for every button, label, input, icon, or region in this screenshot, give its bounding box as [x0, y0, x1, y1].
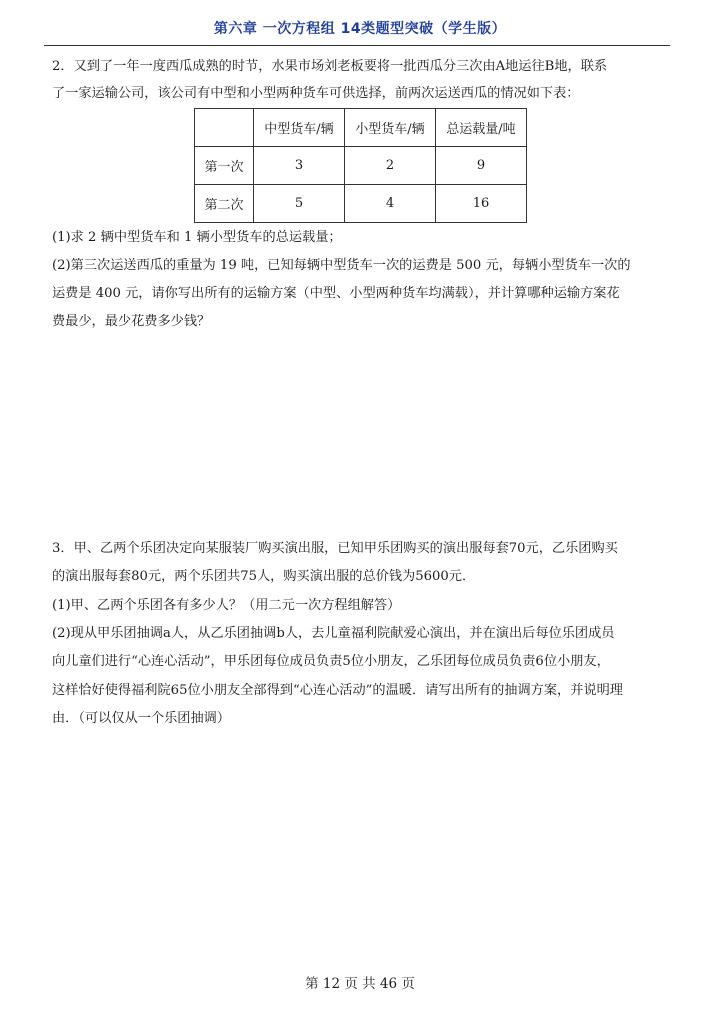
q3-text-line: 3．甲、乙两个乐团决定向某服装厂购买演出服，已知甲乐团购买的演出服每套70元，乙乐团购买	[52, 541, 618, 556]
table-cell: 5	[254, 185, 345, 223]
q2-text-line: 了一家运输公司，该公司有中型和小型两种货车可供选择，前两次运送西瓜的情况如下表：	[52, 86, 580, 101]
q3-part-2: 向儿童们进行“心连心活动”，甲乐团每位成员负责5位小朋友，乙乐团每位成员负责6位小朋友，	[52, 654, 610, 669]
table-cell: 9	[436, 147, 527, 185]
page-number: 第 12 页 共 46 页	[305, 976, 415, 992]
table-row	[195, 147, 527, 185]
table-cell: 16	[436, 185, 527, 223]
table-header-row	[195, 109, 527, 147]
q2-part-2: 运费是 400 元，请你写出所有的运输方案（中型、小型两种货车均满载），并计算哪种运输方案花	[52, 286, 620, 301]
truck-table	[194, 108, 527, 223]
table-header-cell: 中型货车/辆	[254, 109, 345, 147]
table-cell: 4	[345, 185, 436, 223]
q3-text-line: 的演出服每套80元，两个乐团共75人，购买演出服的总价钱为5600元．	[52, 569, 476, 584]
table-cell: 第二次	[195, 185, 254, 223]
q3-part-2: 由．（可以仅从一个乐团抽调）	[52, 711, 231, 726]
q2-text-line: 2．又到了一年一度西瓜成熟的时节，水果市场刘老板要将一批西瓜分三次由A地运往B地，联系	[52, 59, 608, 74]
q2-part-1: (1)求 2 辆中型货车和 1 辆小型货车的总运载量；	[52, 230, 342, 245]
table-cell: 3	[254, 147, 345, 185]
header-divider	[44, 45, 670, 46]
page-header-title: 第六章 一次方程组 14类题型突破（学生版）	[213, 21, 507, 37]
q2-part-2: 费最少，最少花费多少钱？	[52, 314, 211, 329]
table-header-cell: 总运载量/吨	[436, 109, 527, 147]
table-cell: 第一次	[195, 147, 254, 185]
table-header-cell	[195, 109, 254, 147]
table-header-cell: 小型货车/辆	[345, 109, 436, 147]
table-row	[195, 185, 527, 223]
q3-part-2: (2)现从甲乐团抽调a人，从乙乐团抽调b人，去儿童福利院献爱心演出，并在演出后每位乐团成员	[52, 626, 615, 641]
q2-part-2: (2)第三次运送西瓜的重量为 19 吨，已知每辆中型货车一次的运费是 500 元，每辆小型货车一次的	[52, 258, 631, 273]
q3-part-2: 这样恰好使得福利院65位小朋友全部得到“心连心活动”的温暖．请写出所有的抽调方案，并说明理	[52, 683, 623, 698]
q3-part-1: (1)甲、乙两个乐团各有多少人？（用二元一次方程组解答）	[52, 598, 401, 613]
table-cell: 2	[345, 147, 436, 185]
